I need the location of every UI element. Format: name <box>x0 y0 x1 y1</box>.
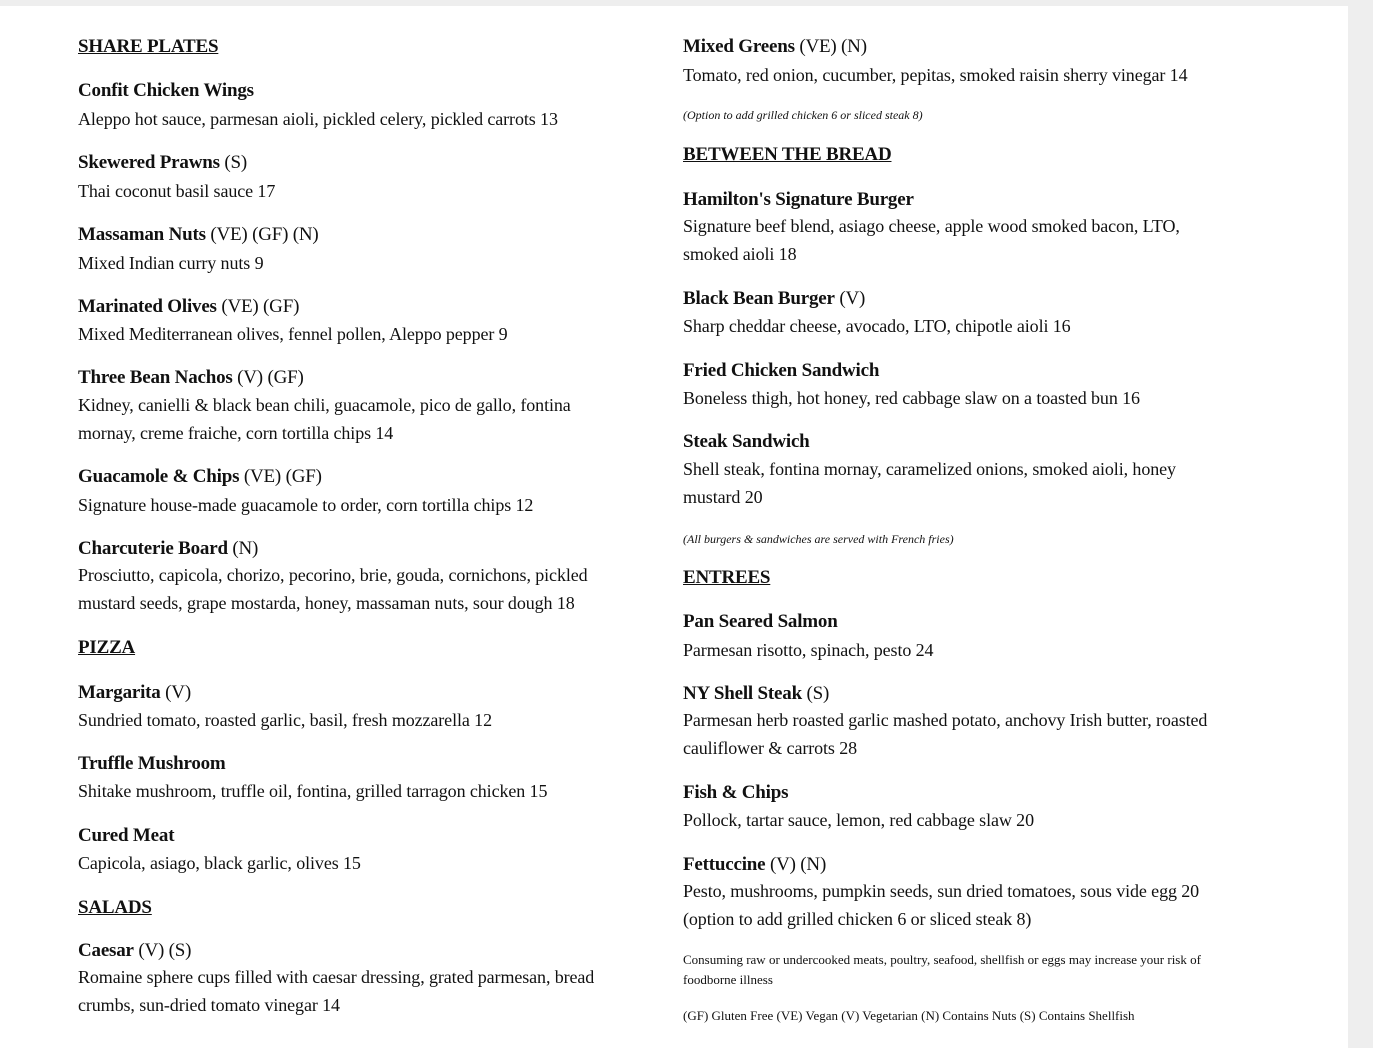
dietary-tags: (VE) (GF) <box>243 466 322 487</box>
dietary-legend: (GF) Gluten Free (VE) Vegan (V) Vegetarian (N) Contains Nuts (S) Contains Shellfish <box>683 1008 1135 1023</box>
item-description: Parmesan herb roasted garlic mashed potato, anchovy Irish butter, roasted cauliflower & carrots 28 <box>683 710 1208 758</box>
item-description: Shitake mushroom, truffle oil, fontina, grilled tarragon chicken 15 <box>78 781 548 801</box>
item-name: Steak Sandwich <box>683 431 810 452</box>
item-name: Caesar <box>78 940 134 961</box>
menu-item-steak-sandwich <box>683 431 810 453</box>
menu-item-mixed-greens <box>683 36 867 58</box>
item-name: Marinated Olives <box>78 296 217 317</box>
item-description: Kidney, canielli & black bean chili, guacamole, pico de gallo, fontina mornay, creme fraiche, corn tortilla chips 14 <box>78 395 571 443</box>
menu-item-guacamole-chips <box>78 466 322 488</box>
menu-item-pan-seared-salmon <box>683 611 838 633</box>
item-name: Skewered Prawns <box>78 152 220 173</box>
menu-item-black-bean-burger <box>683 288 865 310</box>
menu-page <box>0 6 1348 1048</box>
item-description: Boneless thigh, hot honey, red cabbage slaw on a toasted bun 16 <box>683 388 1140 408</box>
menu-item-confit-chicken-wings <box>78 80 254 102</box>
dietary-tags: (V) (N) <box>769 854 827 875</box>
item-description: Sharp cheddar cheese, avocado, LTO, chipotle aioli 16 <box>683 316 1071 336</box>
item-description: Mixed Indian curry nuts 9 <box>78 253 264 273</box>
item-description: Pollock, tartar sauce, lemon, red cabbage slaw 20 <box>683 810 1034 830</box>
menu-item-three-bean-nachos <box>78 367 304 389</box>
item-name: Mixed Greens <box>683 36 795 57</box>
item-name: Truffle Mushroom <box>78 753 226 774</box>
item-name: Black Bean Burger <box>683 288 835 309</box>
menu-item-skewered-prawns <box>78 152 247 174</box>
menu-item-fried-chicken-sandwich <box>683 360 879 382</box>
item-name: Charcuterie Board <box>78 538 228 559</box>
dietary-tags: (VE) (GF) (N) <box>210 224 319 245</box>
dietary-tags: (VE) (GF) <box>221 296 300 317</box>
menu-item-margarita <box>78 682 191 704</box>
section-heading-share-plates: SHARE PLATES <box>78 36 219 57</box>
item-description: Thai coconut basil sauce 17 <box>78 181 276 201</box>
sandwich-fries-note: (All burgers & sandwiches are served with French fries) <box>683 532 954 546</box>
menu-item-marinated-olives <box>78 296 299 318</box>
menu-item-truffle-mushroom <box>78 753 226 775</box>
item-name: Guacamole & Chips <box>78 466 240 487</box>
item-name: Fried Chicken Sandwich <box>683 360 880 381</box>
dietary-tags: (V) (S) <box>138 940 192 961</box>
item-name: Margarita <box>78 682 161 703</box>
dietary-tags: (V) (GF) <box>237 367 304 388</box>
dietary-tags: (S) <box>806 683 830 704</box>
item-description: Mixed Mediterranean olives, fennel pollen, Aleppo pepper 9 <box>78 324 508 344</box>
menu-item-fish-chips <box>683 782 788 804</box>
item-description: Pesto, mushrooms, pumpkin seeds, sun dried tomatoes, sous vide egg 20 (option to add grilled chicken 6 or sliced steak 8) <box>683 881 1200 929</box>
item-description: Signature house-made guacamole to order, corn tortilla chips 12 <box>78 495 534 515</box>
item-description: Capicola, asiago, black garlic, olives 15 <box>78 853 361 873</box>
menu-item-charcuterie-board <box>78 538 258 560</box>
section-heading-entrees: ENTREES <box>683 567 771 588</box>
menu-item-ny-shell-steak <box>683 683 829 705</box>
item-name: Fettuccine <box>683 854 766 875</box>
section-heading-between-the-bread: BETWEEN THE BREAD <box>683 144 892 165</box>
dietary-tags: (VE) (N) <box>799 36 867 57</box>
item-description: Shell steak, fontina mornay, caramelized onions, smoked aioli, honey mustard 20 <box>683 459 1176 507</box>
item-description: Romaine sphere cups filled with caesar dressing, grated parmesan, bread crumbs, sun-dried tomato vinegar 14 <box>78 967 595 1015</box>
menu-item-cured-meat <box>78 825 174 847</box>
section-heading-salads: SALADS <box>78 897 152 918</box>
menu-item-hamiltons-signature-burger <box>683 189 914 211</box>
item-name: Hamilton's Signature Burger <box>683 189 914 210</box>
item-description: Aleppo hot sauce, parmesan aioli, pickled celery, pickled carrots 13 <box>78 109 558 129</box>
section-heading-pizza: PIZZA <box>78 637 136 658</box>
item-name: Pan Seared Salmon <box>683 611 838 632</box>
item-name: Fish & Chips <box>683 782 789 803</box>
item-name: Massaman Nuts <box>78 224 206 245</box>
dietary-tags: (V) <box>165 682 191 703</box>
dietary-tags: (N) <box>232 538 259 559</box>
item-name: Confit Chicken Wings <box>78 80 254 101</box>
dietary-tags: (V) <box>839 288 866 309</box>
item-description: Parmesan risotto, spinach, pesto 24 <box>683 640 934 660</box>
menu-item-fettuccine <box>683 854 826 876</box>
menu-item-caesar <box>78 940 191 962</box>
salad-add-on-note: (Option to add grilled chicken 6 or sliced steak 8) <box>683 108 923 122</box>
item-name: NY Shell Steak <box>683 683 802 704</box>
item-description: Signature beef blend, asiago cheese, apple wood smoked bacon, LTO, smoked aioli 18 <box>683 216 1180 264</box>
food-safety-disclaimer: Consuming raw or undercooked meats, poultry, seafood, shellfish or eggs may increase your risk of foodborne illness <box>683 952 1201 987</box>
item-name: Cured Meat <box>78 825 175 846</box>
item-name: Three Bean Nachos <box>78 367 233 388</box>
item-description: Prosciutto, capicola, chorizo, pecorino, brie, gouda, cornichons, pickled mustard seeds, grape mostarda, honey, massaman nuts, sour dough 18 <box>78 565 588 613</box>
item-description: Sundried tomato, roasted garlic, basil, fresh mozzarella 12 <box>78 710 492 730</box>
dietary-tags: (S) <box>224 152 247 173</box>
item-description: Tomato, red onion, cucumber, pepitas, smoked raisin sherry vinegar 14 <box>683 65 1188 85</box>
menu-item-massaman-nuts <box>78 224 319 246</box>
